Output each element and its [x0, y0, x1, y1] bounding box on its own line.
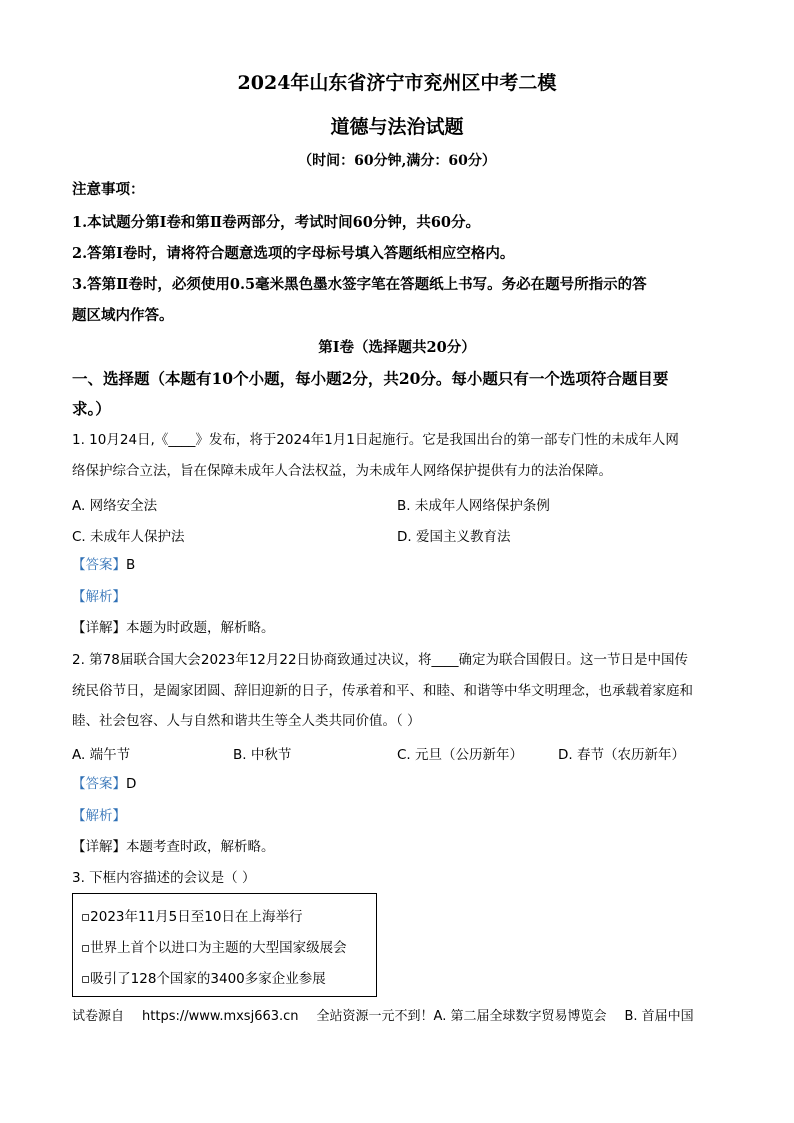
q1-option-d: D. 爱国主义教育法: [397, 529, 511, 545]
analysis-tag: 【解析】: [72, 808, 126, 824]
q2-option-b: B. 中秋节: [233, 747, 292, 763]
q2-option-a: A. 端午节: [72, 747, 131, 763]
footer-url-link[interactable]: https://www.mxsj663.cn: [142, 1009, 299, 1024]
exam-title: 2024年山东省济宁市兖州区中考二模: [237, 72, 557, 94]
detail-text: 本题为时政题，解析略。: [126, 620, 275, 636]
q3-box-line2: ▫世界上首个以进口为主题的大型国家级展会: [81, 940, 347, 956]
q1-detail: [72, 618, 732, 638]
exam-subject: 道德与法治试题: [330, 116, 464, 138]
notice-item-3: 3.答第Ⅱ卷时，必须使用0.5毫米黑色墨水签字笔在答题纸上书写。务必在题号所指示的答: [72, 276, 647, 293]
q2-option-d: D. 春节（农历新年）: [558, 747, 685, 763]
q1-option-a: A. 网络安全法: [72, 498, 158, 514]
notice-item-2: 2.答第Ⅰ卷时，请将符合题意选项的字母标号填入答题纸相应空格内。: [72, 245, 515, 262]
q2-option-c: C. 元旦（公历新年）: [397, 747, 524, 763]
q3-option-b: B. 首届中国: [624, 1009, 694, 1024]
q2-answer: [72, 774, 732, 794]
q3-stem-line1: 3. 下框内容描述的会议是（ ）: [72, 870, 256, 886]
q2-stem-line1: 2. 第78届联合国大会2023年12月22日协商致通过决议，将____确定为联合国假日。这一节日是中国传: [72, 652, 689, 668]
notice-heading: 注意事项：: [72, 181, 145, 198]
detail-tag: 【详解】: [72, 839, 126, 855]
q1-option-c: C. 未成年人保护法: [72, 529, 185, 545]
q3-info-box: [72, 893, 377, 997]
q2-stem-line2: 统民俗节日，是阖家团圆、辞旧迎新的日子，传承着和平、和睦、和谐等中华文明理念，也承载着家庭和: [72, 683, 693, 699]
detail-text: 本题考查时政，解析略。: [126, 839, 275, 855]
q2-detail: [72, 837, 732, 857]
q2-stem-line3: 睦、社会包容、人与自然和谐共生等全人类共同价值。（ ）: [72, 713, 421, 729]
q2-analysis: [72, 806, 732, 826]
exam-time-info: （时间：60分钟,满分：60分）: [298, 153, 496, 169]
q1-answer: [72, 555, 732, 575]
answer-tag: 【答案】: [72, 557, 126, 573]
answer-tag: 【答案】: [72, 776, 126, 792]
q3-box-line1: ▫2023年11月5日至10日在上海举行: [81, 909, 303, 925]
q3-box-line3: ▫吸引了128个国家的3400多家企业参展: [81, 971, 326, 987]
analysis-tag: 【解析】: [72, 589, 126, 605]
section-title: 第Ⅰ卷（选择题共20分）: [318, 339, 476, 356]
footer-source-label: 试卷源自: [72, 1009, 125, 1024]
q1-option-b: B. 未成年人网络保护条例: [397, 498, 550, 514]
section-instruction-line2: 求。）: [72, 399, 111, 418]
answer-value: B: [126, 557, 136, 573]
notice-item-3-cont: 题区域内作答。: [72, 307, 174, 324]
q1-analysis: [72, 587, 732, 607]
footer-slogan: 全站资源一元不到！A. 第二届全球数字贸易博览会: [316, 1009, 607, 1024]
notice-item-1: 1.本试题分第Ⅰ卷和第Ⅱ卷两部分，考试时间60分钟，共60分。: [72, 214, 480, 231]
detail-tag: 【详解】: [72, 620, 126, 636]
q1-stem-line1: 1. 10月24日,《____》发布，将于2024年1月1日起施行。它是我国出台的第一部专门性的未成年人网: [72, 432, 679, 448]
answer-value: D: [126, 776, 137, 792]
q1-stem-line2: 络保护综合立法，旨在保障未成年人合法权益，为未成年人网络保护提供有力的法治保障。: [72, 463, 612, 479]
footer-line: [72, 1005, 712, 1024]
section-instruction-line1: 一、选择题（本题有10个小题，每小题2分，共20分。每小题只有一个选项符合题目要: [72, 369, 669, 388]
